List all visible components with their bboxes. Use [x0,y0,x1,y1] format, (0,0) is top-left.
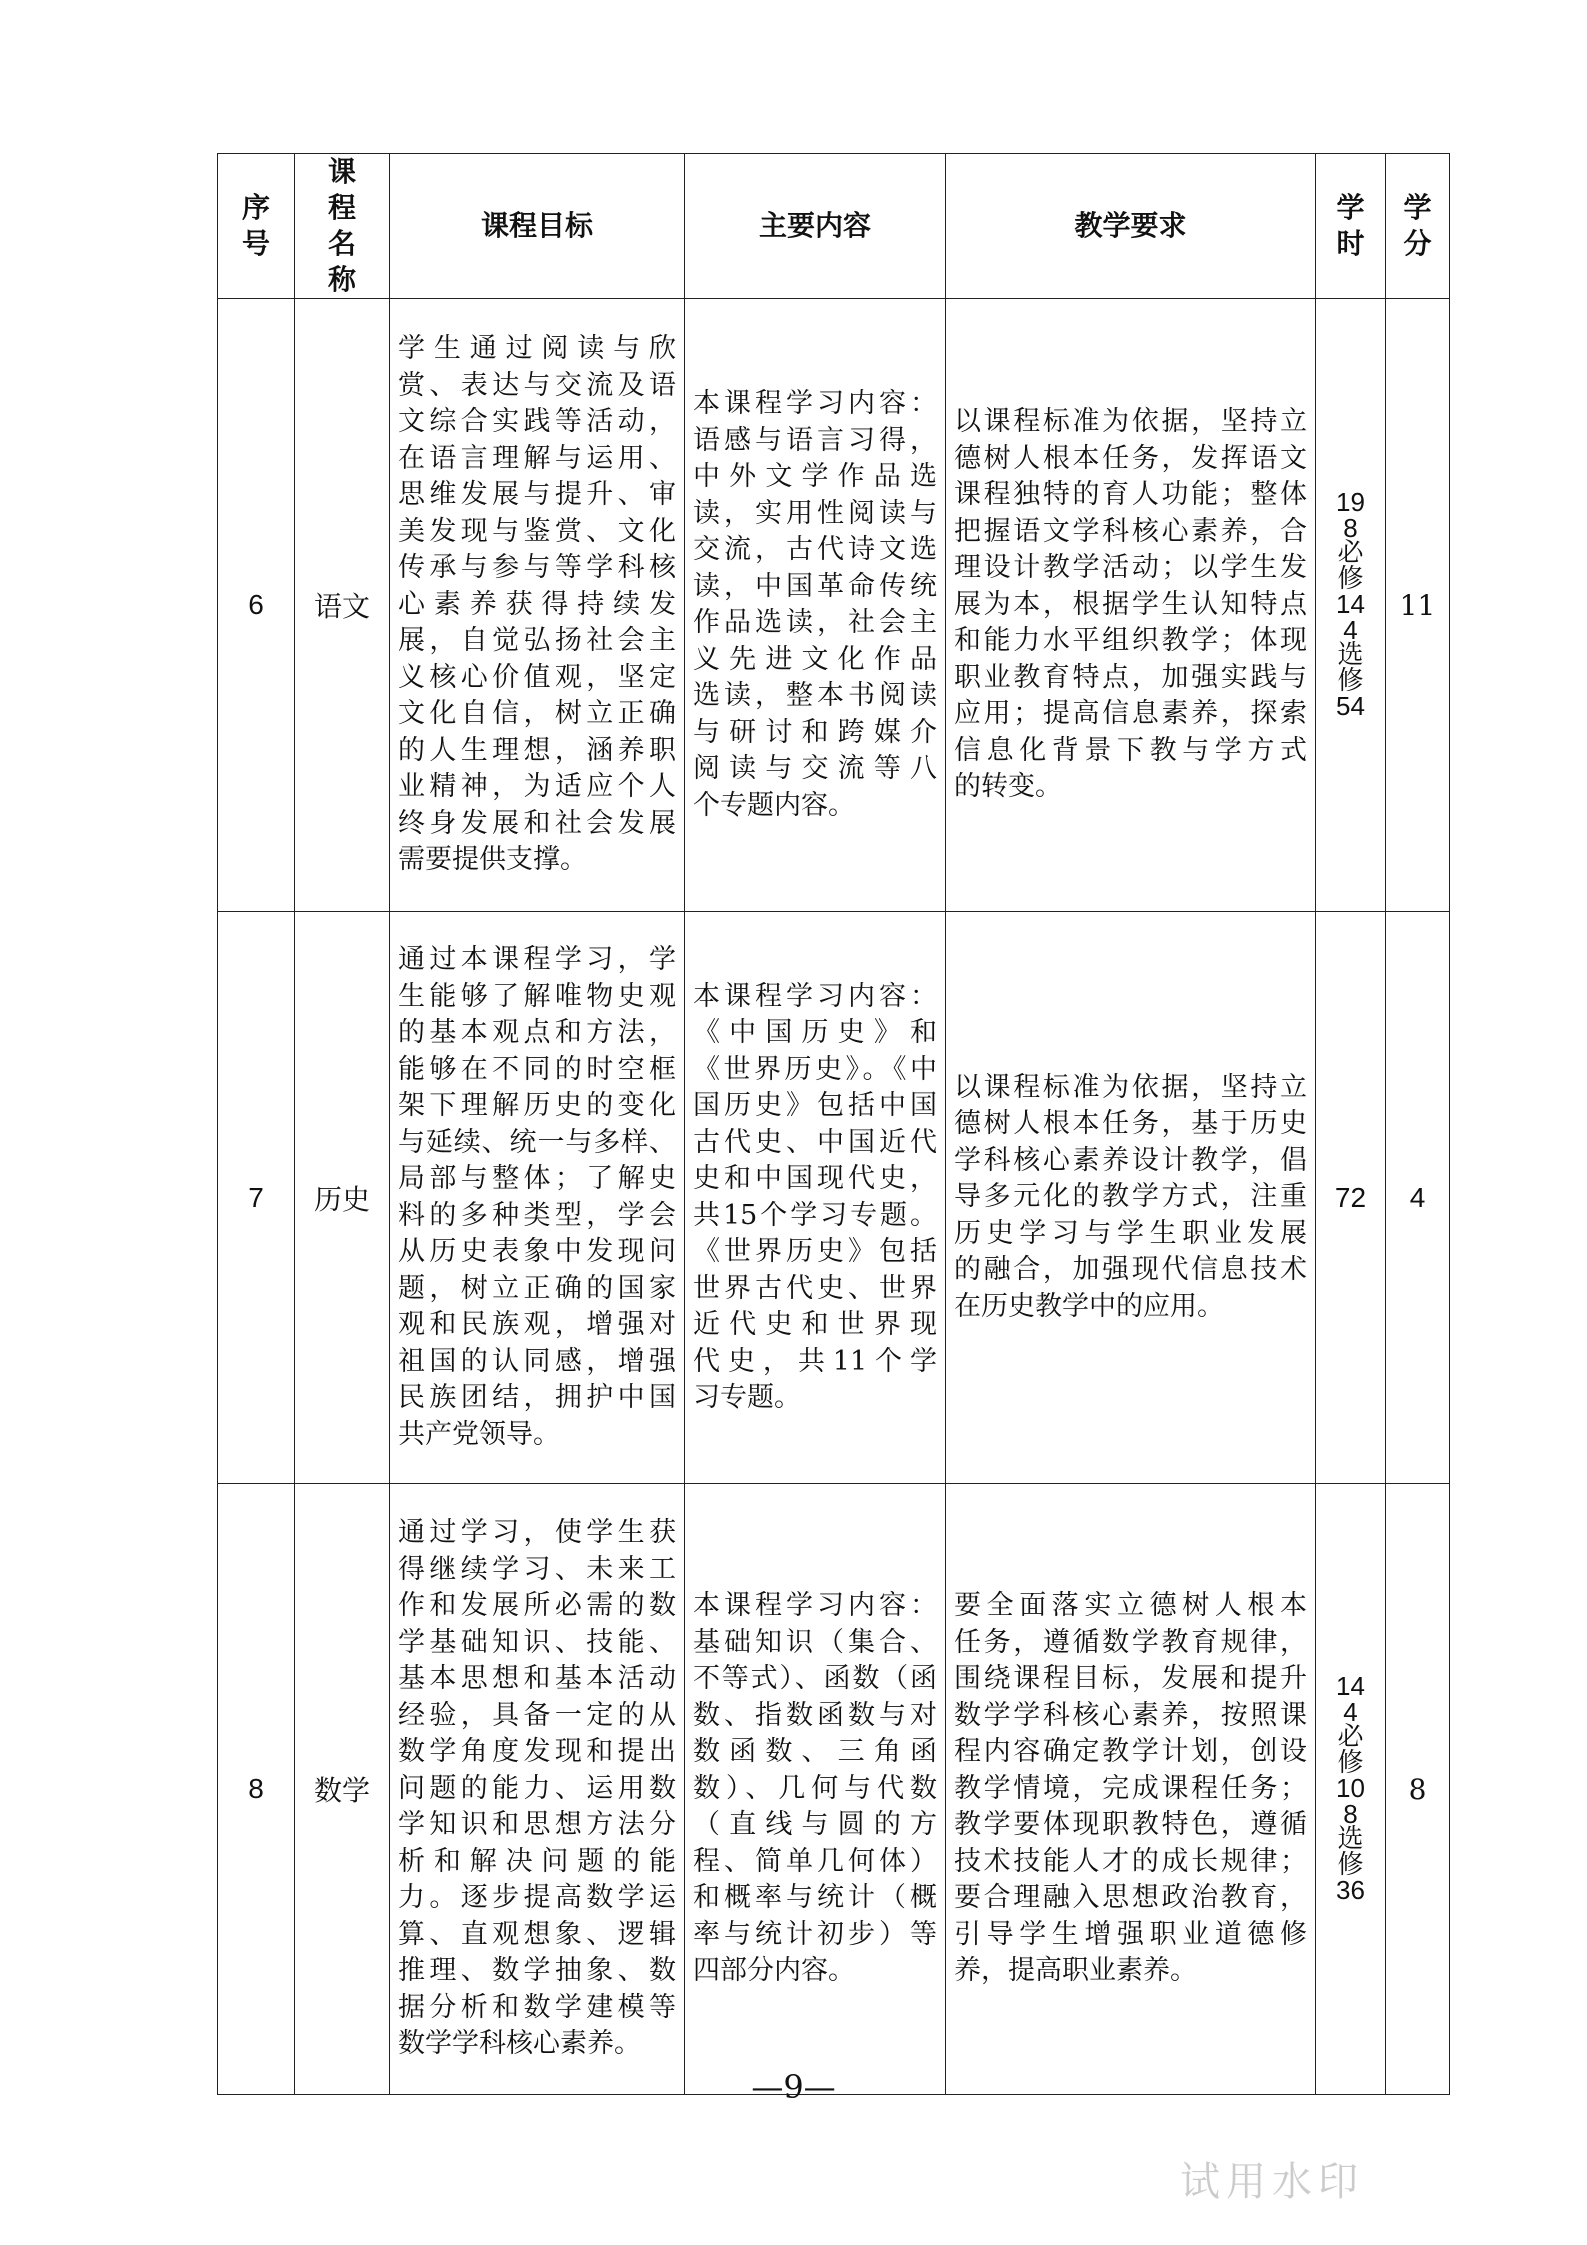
text-line: 《中国历史》和 [693,1017,937,1048]
course-requirements [946,1484,1316,2095]
text-line: 本课程学习内容： [693,388,937,419]
text-line: 任务，遵循数学教育规律， [954,1626,1307,1658]
text-line: 习专题。 [693,1382,801,1413]
text-line: 德树人根本任务，基于历史 [954,1108,1307,1140]
text-line: 教学要体现职教特色，遵循 [954,1809,1307,1841]
text-line: 的融合，加强现代信息技术 [954,1254,1307,1286]
course-content [685,299,946,912]
course-credits: 4 [1386,912,1450,1484]
text-line: 文综合实践等活动， [398,406,676,438]
text-line: 率与统计初步）等 [693,1918,937,1950]
text-line: 技术技能人才的成长规律； [954,1845,1307,1877]
course-name: 历史 [295,912,390,1484]
text-line: 与延续、统一与多样、 [398,1126,676,1158]
text-line: 语感与语言习得， [693,424,937,456]
text-line: 基础知识（集合、 [693,1626,937,1658]
text-line: 数学学科核心素养。 [398,2028,641,2060]
header-label: 学时 [1336,191,1365,260]
course-requirements [946,299,1316,912]
text-line: 中外文学作品选 [693,461,937,492]
requirements-text [946,404,1315,806]
text-line: 以课程标准为依据，坚持立 [954,406,1307,438]
text-line: 不等式）、函数（函 [693,1663,937,1695]
requirements-text [946,1070,1315,1326]
goal-text [390,942,684,1453]
goal-text [390,1515,684,2063]
row-number: 7 [218,912,295,1484]
text-line: 问题的能力、运用数 [398,1772,676,1804]
page-number: —9— [751,2068,836,2106]
text-line: 能够在不同的时空框 [398,1053,676,1085]
text-line: 国历史》包括中国 [693,1090,937,1121]
text-line: 和概率与统计（概 [693,1882,937,1914]
course-requirements [946,912,1316,1484]
text-line: 经验，具备一定的从 [398,1699,676,1731]
content-text [685,979,945,1417]
text-line: 基本思想和基本活动 [398,1663,676,1695]
hours-part: 8 [1343,512,1358,543]
watermark: 试用水印 [1180,2159,1364,2205]
hours-part: 4 [1343,1696,1358,1727]
course-goal [390,1484,685,2095]
text-line: 在语言理解与运用、 [398,442,676,474]
hours-part: 必 [1337,538,1364,569]
text-line: 学知识和思想方法分 [398,1809,676,1841]
hours-part: 72 [1334,1181,1367,1213]
course-hours [1316,299,1386,912]
content-text [685,1588,945,1990]
table-header-row [218,154,1450,299]
text-line: 学基础知识、技能、 [398,1626,676,1658]
row-number: 8 [218,1484,295,2095]
text-line: 赏、表达与交流及语 [398,369,676,401]
text-line: 学生通过阅读与欣 [398,333,676,365]
text-line: 导多元化的教学方式，注重 [954,1181,1307,1213]
text-line: 义先进文化作品 [693,643,937,675]
text-line: 围绕课程目标，发展和提升 [954,1663,1307,1695]
hours-part: 选 [1337,640,1364,671]
header-credits [1386,154,1450,299]
text-line: 数函数、三角函 [693,1736,937,1768]
text-line: 共15个学习专题。 [693,1199,937,1231]
text-line: 推理、数学抽象、数 [398,1955,676,1987]
text-line: 要合理融入思想政治教育， [954,1882,1307,1914]
text-line: 引导学生增强职业道德修 [954,1918,1307,1950]
text-line: 古代史、中国近代 [693,1126,937,1158]
text-line: 析和解决问题的能 [398,1845,676,1877]
hours-part: 8 [1343,1798,1358,1829]
text-line: 终身发展和社会发展 [398,807,676,839]
text-line: 职业教育特点，加强实践与 [954,661,1307,693]
hours-part: 必 [1337,1722,1364,1753]
requirements-text [946,1588,1315,1990]
text-line: 据分析和数学建模等 [398,1991,676,2023]
header-course-name [295,154,390,299]
header-label: 序号 [241,191,270,260]
text-line: 展，自觉弘扬社会主 [398,625,676,657]
text-line: 读，中国革命传统 [693,570,937,602]
course-credits: 11 [1386,299,1450,912]
hours-part: 19 [1336,487,1365,518]
text-line: 的人生理想，涵养职 [398,734,676,766]
text-line: 近代史和世界现 [693,1309,937,1340]
content-text [685,386,945,824]
text-line: 读，实用性阅读与 [693,497,937,529]
hours-part: 修 [1337,665,1364,696]
hours-part: 10 [1336,1773,1365,1804]
course-hours [1316,912,1386,1484]
course-goal [390,299,685,912]
text-line: 作品选读，社会主 [693,607,937,638]
row-number: 6 [218,299,295,912]
course-content [685,912,946,1484]
text-line: 课程独特的育人功能；整体 [954,479,1307,511]
text-line: 传承与参与等学科核 [398,552,676,584]
text-line: 数学角度发现和提出 [398,1736,676,1768]
text-line: 文化自信，树立正确 [398,698,676,730]
course-credits: 8 [1386,1484,1450,2095]
text-line: 得继续学习、未来工 [398,1553,676,1585]
text-line: 阅读与交流等八 [693,753,937,784]
text-line: 通过本课程学习，学 [398,944,676,975]
text-line: 程、简单几何体） [693,1845,937,1877]
course-name: 数学 [295,1484,390,2095]
course-content [685,1484,946,2095]
text-line: 展为本，根据学生认知特点 [954,588,1307,620]
header-teaching-requirements: 教学要求 [946,154,1316,299]
text-line: 世界古代史、世界 [693,1272,937,1304]
text-line: 应用；提高信息素养，探索 [954,698,1307,730]
text-line: 通过学习，使学生获 [398,1517,676,1549]
text-line: 的基本观点和方法， [398,1017,676,1048]
text-line: 算、直观想象、逻辑 [398,1918,676,1950]
text-line: 史和中国现代史， [693,1163,937,1194]
text-line: 生能够了解唯物史观 [398,980,676,1012]
text-line: 料的多种类型，学会 [398,1199,676,1231]
table-row [218,299,1450,912]
text-line: 需要提供支撑。 [398,844,587,876]
text-line: 把握语文学科核心素养，合 [954,515,1307,547]
text-line: 数学学科核心素养，按照课 [954,1699,1307,1731]
header-label: 学分 [1403,191,1432,260]
text-line: 交流，古代诗文选 [693,534,937,565]
text-line: 思维发展与提升、审 [398,479,676,511]
text-line: 架下理解历史的变化 [398,1090,676,1121]
goal-text [390,331,684,879]
text-line: 民族团结，拥护中国 [398,1382,676,1413]
text-line: 作和发展所必需的数 [398,1590,676,1622]
text-line: 数）、几何与代数 [693,1772,937,1804]
text-line: 的转变。 [954,771,1062,803]
text-line: 德树人根本任务，发挥语文 [954,442,1307,474]
header-hours [1316,154,1386,299]
text-line: 信息化背景下教与学方式 [954,734,1307,766]
table-row [218,912,1450,1484]
text-line: 祖国的认同感，增强 [398,1345,676,1377]
text-line: 养，提高职业素养。 [954,1955,1197,1987]
hours-part: 修 [1337,1849,1364,1880]
text-line: 本课程学习内容： [693,1590,937,1622]
text-line: 历史学习与学生职业发展 [954,1217,1307,1249]
text-line: 数、指数函数与对 [693,1699,937,1731]
text-line: 理设计教学活动；以学生发 [954,552,1307,584]
text-line: 《世界历史》。《中 [693,1053,937,1085]
text-line: 四部分内容。 [693,1955,855,1987]
text-line: 心素养获得持续发 [398,588,676,620]
header-label: 课程名称 [327,155,356,296]
hours-part: 14 [1336,1671,1365,1702]
text-line: 义核心价值观，坚定 [398,661,676,693]
course-hours [1316,1484,1386,2095]
text-line: 代史，共11个学 [693,1345,937,1377]
text-line: 题，树立正确的国家 [398,1272,676,1304]
text-line: 个专题内容。 [693,789,855,821]
course-goal [390,912,685,1484]
text-line: 要全面落实立德树人根本 [954,1590,1307,1622]
text-line: 与研讨和跨媒介 [693,716,937,748]
text-line: 以课程标准为依据，坚持立 [954,1071,1307,1103]
hours-part: 4 [1343,614,1358,645]
header-main-content: 主要内容 [685,154,946,299]
text-line: 选读，整本书阅读 [693,680,937,711]
text-line: 观和民族观，增强对 [398,1309,676,1340]
text-line: 教学情境，完成课程任务； [954,1772,1307,1804]
hours-part: 选 [1337,1824,1364,1855]
text-line: 和能力水平组织教学；体现 [954,625,1307,657]
text-line: 业精神，为适应个人 [398,771,676,803]
text-line: 力。逐步提高数学运 [398,1882,676,1914]
course-name: 语文 [295,299,390,912]
text-line: 从历史表象中发现问 [398,1236,676,1267]
hours-part: 14 [1336,589,1365,620]
hours-part: 修 [1337,563,1364,594]
hours-part: 36 [1336,1875,1365,1906]
hours-part: 修 [1337,1747,1364,1778]
text-line: （直线与圆的方 [693,1809,937,1841]
hours-part: 54 [1336,691,1365,722]
text-line: 学科核心素养设计教学，倡 [954,1144,1307,1176]
text-line: 《世界历史》包括 [693,1236,937,1267]
text-line: 局部与整体；了解史 [398,1163,676,1194]
text-line: 美发现与鉴赏、文化 [398,515,676,547]
text-line: 在历史教学中的应用。 [954,1290,1224,1322]
header-course-goal: 课程目标 [390,154,685,299]
header-no [218,154,295,299]
text-line: 共产党领导。 [398,1418,560,1450]
course-table [217,153,1450,2095]
text-line: 程内容确定教学计划，创设 [954,1736,1307,1768]
text-line: 本课程学习内容： [693,980,937,1012]
table-row [218,1484,1450,2095]
